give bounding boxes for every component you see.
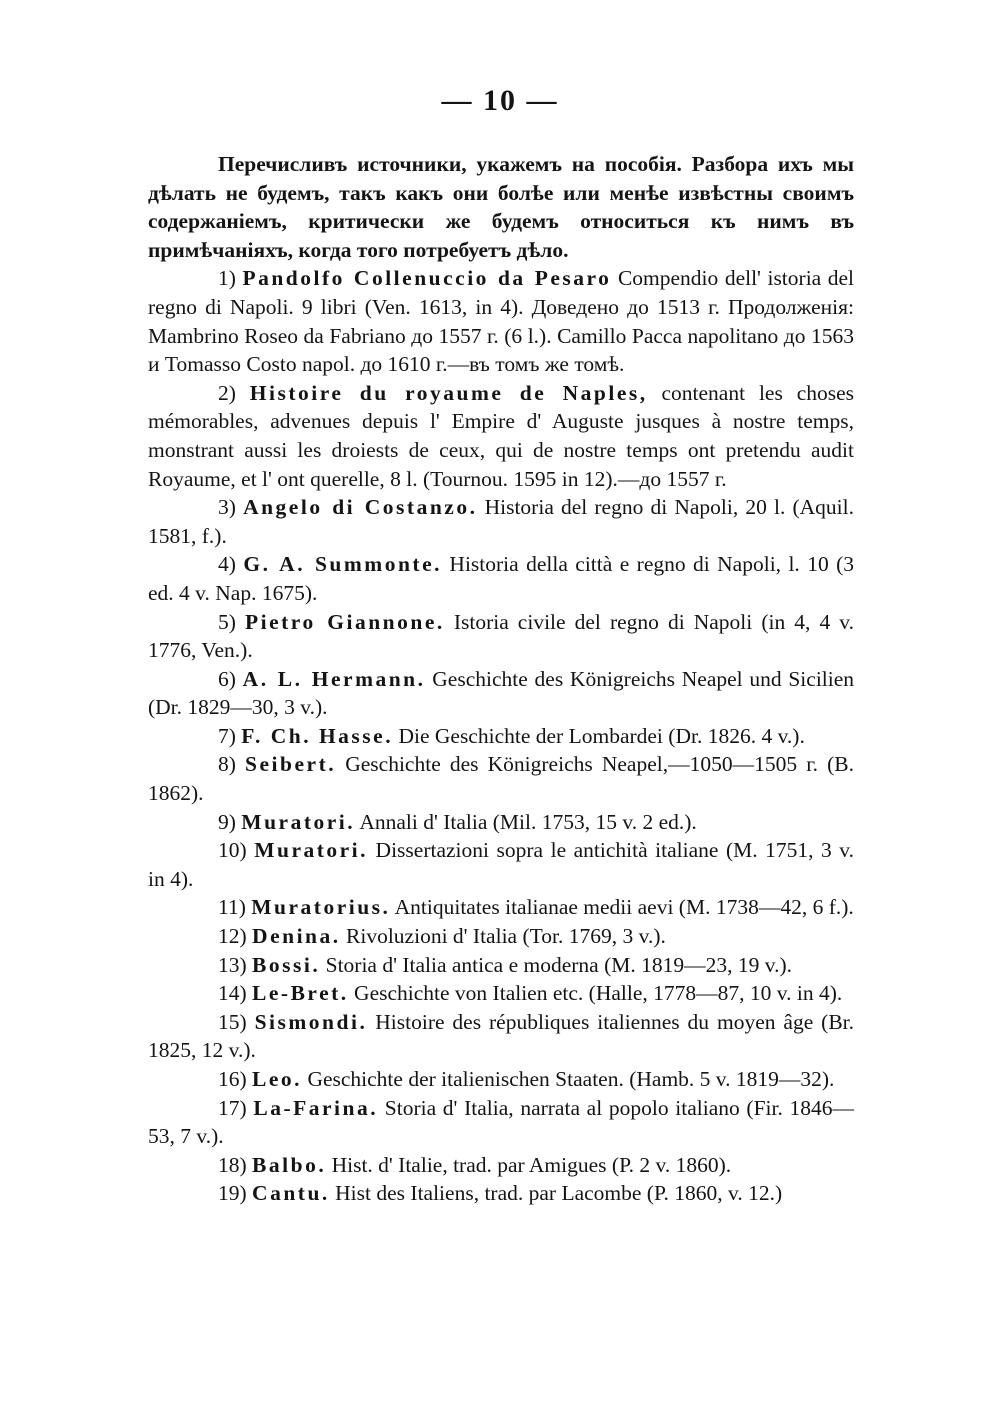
- bibliography-entry: [148, 493, 854, 550]
- bibliography-entry: [148, 608, 854, 665]
- entry-number: 7): [218, 723, 236, 748]
- entry-number: 17): [218, 1095, 247, 1120]
- entry-author: Muratorius.: [251, 895, 391, 920]
- bibliography-entry: [148, 1008, 854, 1065]
- bibliography-entry: [148, 665, 854, 722]
- entry-author: Le-Bret.: [252, 981, 349, 1006]
- entry-author: Seibert.: [245, 752, 337, 777]
- entry-number: 16): [218, 1067, 247, 1091]
- entry-work: Hist des Italiens, trad. par Lacombe (P. 1860, v. 12.): [335, 1181, 783, 1206]
- entry-work: Dissertazioni sopra le antichità italiane (M. 1751, 3 v. in 4).: [148, 838, 854, 891]
- bibliography-entry: [148, 1094, 854, 1151]
- entry-number: 2): [218, 380, 236, 405]
- bibliography-entry: [148, 951, 854, 980]
- bibliography-entry: [148, 750, 854, 807]
- entry-author: Pandolfo Collenuccio da Pesaro: [242, 266, 612, 291]
- bibliography-entry: [148, 379, 854, 493]
- entry-work: Historia della città e regno di Napoli, l. 10 (3 ed. 4 v. Nap. 1675).: [148, 552, 855, 605]
- entry-work: Historia del regno di Napoli, 20 l. (Aquil. 1581, f.).: [148, 495, 855, 548]
- bibliography-entry: [148, 722, 854, 751]
- entry-author: F. Ch. Hasse.: [241, 723, 394, 748]
- entry-work: Istoria civile del regno di Napoli (in 4, 4 v. 1776, Ven.).: [148, 609, 854, 663]
- bibliography-entry: [148, 264, 854, 378]
- entry-author: Muratori.: [241, 809, 356, 834]
- entry-number: 3): [218, 495, 236, 520]
- entry-author: Leo.: [252, 1067, 303, 1091]
- page-body: [148, 150, 854, 1208]
- entry-number: 11): [218, 895, 246, 920]
- intro-paragraph: Перечисливъ источники, укажемъ на пособія. Разбора ихъ мы дѣлать не будемъ, такъ какъ они болѣе или менѣе извѣстны своимъ содержаніемъ, критически же будемъ относиться къ нимъ въ примѣчаніяхъ, когда того потребуетъ дѣло.: [148, 152, 854, 262]
- entry-work: Antiquitates italianae medii aevi (M. 1738—42, 6 f.).: [394, 895, 854, 920]
- bibliography-entry: [148, 1065, 854, 1094]
- bibliography-entry: [148, 550, 854, 607]
- entry-number: 13): [218, 952, 247, 977]
- entry-number: 8): [218, 752, 236, 777]
- entry-number: 12): [218, 924, 247, 949]
- entry-author: Bossi.: [252, 952, 321, 977]
- entry-work: Geschichte des Königreichs Neapel,—1050—1505 г. (B. 1862).: [148, 752, 855, 806]
- entry-number: 10): [218, 838, 247, 863]
- entry-work: Rivoluzioni d' Italia (Tor. 1769, 3 v.).: [346, 924, 666, 949]
- entry-number: 19): [218, 1181, 247, 1206]
- entry-author: A. L. Hermann.: [242, 666, 426, 691]
- entry-work: Histoire des républiques italiennes du moyen âge (Br. 1825, 12 v.).: [148, 1009, 855, 1063]
- page-number: — 10 —: [441, 84, 559, 117]
- entry-author: Angelo di Costanzo.: [243, 495, 478, 520]
- entry-work: Storia d' Italia antica e moderna (M. 1819—23, 19 v.).: [325, 952, 793, 977]
- entry-author: Pietro Giannone.: [244, 609, 445, 634]
- bibliography-entry: [148, 808, 854, 837]
- entry-author: Muratori.: [254, 838, 369, 863]
- entry-work: Die Geschichte der Lombardei (Dr. 1826. 4 v.).: [398, 723, 805, 748]
- bibliography-entry: [148, 979, 854, 1008]
- entry-number: 9): [218, 809, 236, 834]
- entry-work: Geschichte von Italien etc. (Halle, 1778—87, 10 v. in 4).: [354, 981, 843, 1006]
- entry-number: 5): [218, 609, 236, 634]
- entry-number: 18): [218, 1152, 247, 1177]
- bibliography-entry: [148, 922, 854, 951]
- entry-work: Hist. d' Italie, trad. par Amigues (P. 2 v. 1860).: [331, 1152, 732, 1177]
- entry-work: Annali d' Italia (Mil. 1753, 15 v. 2 ed.).: [359, 809, 697, 834]
- bibliography-entry: [148, 1179, 854, 1208]
- entry-author: Denina.: [252, 924, 341, 949]
- bibliography-entry: [148, 836, 854, 893]
- entry-number: 14): [218, 981, 247, 1006]
- entry-number: 4): [218, 552, 236, 577]
- entry-number: 15): [218, 1009, 247, 1034]
- entry-work: Geschichte der italienischen Staaten. (Hamb. 5 v. 1819—32).: [307, 1067, 835, 1091]
- entry-author: Sismondi.: [254, 1009, 368, 1034]
- bibliography-entry: [148, 893, 854, 922]
- entry-work: Geschichte des Königreichs Neapel und Sicilien (Dr. 1829—30, 3 v.).: [148, 666, 855, 720]
- entry-work: Compendio dell' istoria del regno di Napoli. 9 libri (Ven. 1613, in 4). Доведено до 1513 г. Продолженія: Mambrino Roseo da Fabriano до 1557 г. (6 l.). Camillo Pacca napolitano до 1563 и Tomasso Costo napol. до 1610 г.—въ томъ же томѣ.: [148, 266, 855, 377]
- entry-author: La-Farina.: [253, 1095, 379, 1120]
- bibliography-entry: [148, 1151, 854, 1180]
- entry-number: 1): [218, 266, 236, 291]
- entry-author: Histoire du royaume de Naples,: [249, 380, 648, 405]
- entry-work: Storia d' Italia, narrata al popolo italiano (Fir. 1846—53, 7 v.).: [148, 1095, 855, 1149]
- entry-work: contenant les choses mémorables, advenues depuis l' Empire d' Auguste jusques à nostre temps, monstrant aussi les droiests de ceux, qui de nostre temps ont pretendu audit Royaume, et l' ont querelle, 8 l. (Tournou. 1595 in 12).—до 1557 г.: [148, 380, 855, 491]
- entry-author: G. A. Summonte.: [243, 552, 442, 577]
- entry-author: Balbo.: [252, 1152, 327, 1177]
- entry-author: Cantu.: [252, 1181, 330, 1206]
- entry-number: 6): [218, 666, 236, 691]
- bibliography-list: [148, 264, 854, 1208]
